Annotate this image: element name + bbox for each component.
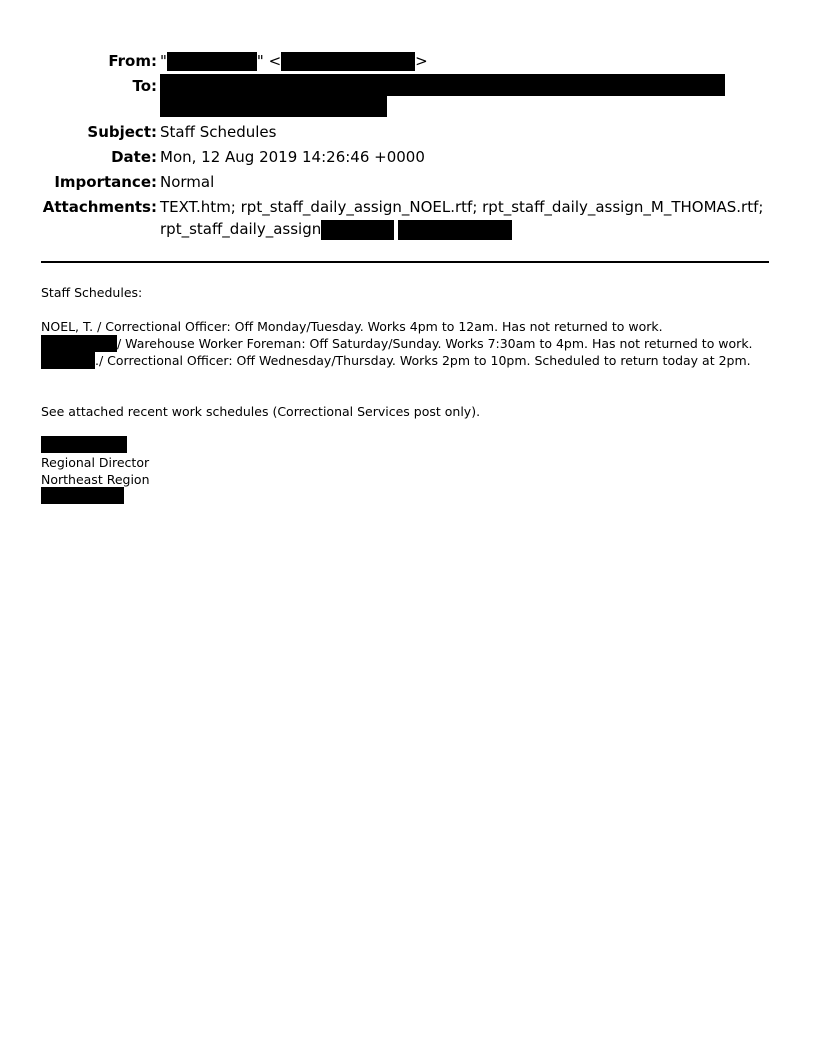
attachments-label: Attachments: [42,198,157,216]
redacted-sender-name [167,52,257,71]
redacted-attachment-name-2 [398,220,512,240]
redacted-recipients-line1 [160,74,725,96]
redacted-recipients-line2 [160,96,387,117]
redacted-sender-email [281,52,415,71]
header-divider [41,261,769,263]
from-label: From: [108,52,157,70]
schedule-line-2: / Warehouse Worker Foreman: Off Saturday/Sunday. Works 7:30am to 4pm. Has not returned to work. [117,336,753,351]
attachments-line2-text: rpt_staff_daily_assign [160,220,322,238]
from-quote-open: " [160,52,167,70]
redacted-employee-name-2 [41,352,95,369]
schedule-line-1: NOEL, T. / Correctional Officer: Off Monday/Tuesday. Works 4pm to 12am. Has not returned to work. [41,319,663,334]
date-label: Date: [111,148,157,166]
signature-region: Northeast Region [41,472,150,487]
subject-value: Staff Schedules [160,123,277,141]
attachments-line1: TEXT.htm; rpt_staff_daily_assign_NOEL.rtf; rpt_staff_daily_assign_M_THOMAS.rtf; [160,198,764,216]
attachments-line2 [160,217,512,242]
signature-title: Regional Director [41,455,150,470]
to-label: To: [132,77,157,95]
from-value [160,49,428,74]
from-angle-close: > [415,52,428,70]
redacted-signature-name [41,436,127,453]
schedule-line-3: ./ Correctional Officer: Off Wednesday/Thursday. Works 2pm to 10pm. Scheduled to return today at 2pm. [95,353,751,368]
redacted-employee-name-1 [41,335,117,352]
date-value: Mon, 12 Aug 2019 14:26:46 +0000 [160,148,425,166]
importance-label: Importance: [54,173,157,191]
redacted-signature-contact [41,487,124,504]
importance-value: Normal [160,173,215,191]
subject-label: Subject: [87,123,157,141]
attachment-note: See attached recent work schedules (Correctional Services post only). [41,404,481,419]
greeting: Staff Schedules: [41,285,143,300]
redacted-attachment-name-1 [321,220,394,240]
from-quote-close: " < [256,52,282,70]
